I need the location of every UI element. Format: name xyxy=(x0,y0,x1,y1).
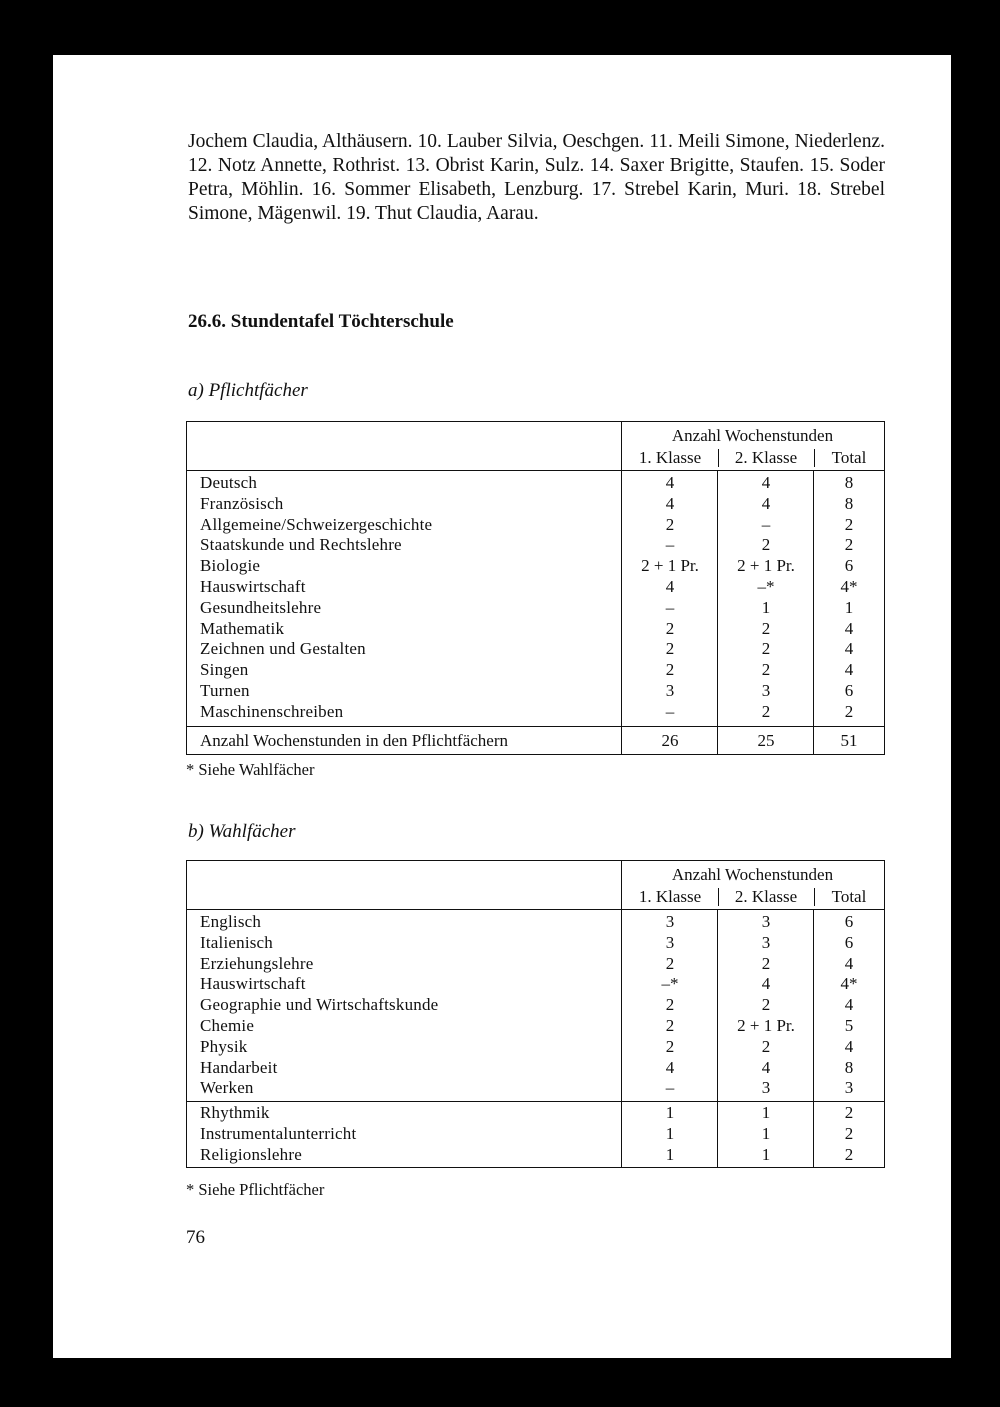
klasse1-cell: 2 xyxy=(665,1015,675,1035)
total-cell: 4 xyxy=(844,953,854,973)
table-row xyxy=(187,954,884,975)
table-row xyxy=(187,1078,884,1099)
klasse2-cell: 1 xyxy=(761,1123,771,1143)
klasse2-cell: 4 xyxy=(761,974,771,994)
klasse2-cell: 2 xyxy=(761,660,771,680)
total-cell: 4* xyxy=(840,974,858,994)
klasse1-cell: 4 xyxy=(665,473,675,492)
sum-label: Anzahl Wochenstunden in den Pflichtfächern xyxy=(200,730,509,750)
klasse1-cell: 2 + 1 Pr. xyxy=(641,556,699,576)
klasse1-cell: 2 xyxy=(665,660,675,680)
klasse2-cell: 3 xyxy=(761,912,771,931)
sum-row xyxy=(187,726,884,754)
klasse2-cell: 2 xyxy=(761,1036,771,1056)
footnote-b: * Siehe Pflichtfächer xyxy=(186,1180,325,1199)
table-wahlfaecher xyxy=(186,860,885,1168)
klasse2-cell: 3 xyxy=(761,1078,771,1098)
klasse1-cell: 2 xyxy=(665,995,675,1015)
table-row xyxy=(187,681,884,702)
table-row xyxy=(187,535,884,556)
sum-total: 51 xyxy=(840,730,858,750)
klasse1-cell: – xyxy=(665,535,675,555)
total-cell: 8 xyxy=(844,493,854,513)
col-header-total: Total xyxy=(831,448,867,467)
table-row xyxy=(187,995,884,1016)
klasse1-cell: 2 xyxy=(665,618,675,638)
klasse2-cell: 4 xyxy=(761,473,771,492)
klasse1-cell: – xyxy=(665,1078,675,1098)
page-number: 76 xyxy=(186,1227,205,1248)
klasse1-cell: 1 xyxy=(665,1103,675,1123)
total-cell: 1 xyxy=(844,597,854,617)
sum-k1: 26 xyxy=(661,730,679,750)
subject-cell: Zeichnen und Gestalten xyxy=(200,639,366,659)
klasse2-cell: –* xyxy=(757,576,775,596)
subject-cell: Englisch xyxy=(200,912,262,931)
subject-cell: Italienisch xyxy=(200,932,274,952)
klasse2-cell: 4 xyxy=(761,493,771,513)
klasse2-cell: 2 xyxy=(761,618,771,638)
total-cell: 8 xyxy=(844,473,854,492)
total-cell: 6 xyxy=(844,680,854,700)
klasse2-cell: 1 xyxy=(761,597,771,617)
sum-k2: 25 xyxy=(757,730,775,750)
subject-cell: Instrumentalunterricht xyxy=(200,1123,357,1143)
klasse1-cell: 2 xyxy=(665,1036,675,1056)
col-header-2: 2. Klasse xyxy=(734,448,798,467)
klasse2-cell: 1 xyxy=(761,1103,771,1123)
subject-cell: Erziehungslehre xyxy=(200,953,314,973)
table-header xyxy=(187,861,884,910)
table-row xyxy=(187,639,884,660)
total-cell: 2 xyxy=(844,1123,854,1143)
subject-cell: Singen xyxy=(200,660,249,680)
group-header: Anzahl Wochenstunden xyxy=(671,865,834,884)
klasse1-cell: 4 xyxy=(665,493,675,513)
subject-cell: Hauswirtschaft xyxy=(200,974,306,994)
subject-cell: Mathematik xyxy=(200,618,285,638)
subject-cell: Physik xyxy=(200,1036,248,1056)
col-header-total: Total xyxy=(831,887,867,906)
subject-cell: Religionslehre xyxy=(200,1144,302,1164)
klasse1-cell: 2 xyxy=(665,953,675,973)
klasse1-cell: 1 xyxy=(665,1144,675,1164)
table-a-subtitle: a) Pflichtfächer xyxy=(188,380,308,401)
klasse1-cell: 4 xyxy=(665,1057,675,1077)
subject-cell: Gesundheitslehre xyxy=(200,597,322,617)
table-row xyxy=(187,515,884,536)
total-cell: 4 xyxy=(844,995,854,1015)
klasse2-cell: 3 xyxy=(761,932,771,952)
total-cell: 4 xyxy=(844,1036,854,1056)
total-cell: 2 xyxy=(844,535,854,555)
total-cell: 8 xyxy=(844,1057,854,1077)
subject-cell: Allgemeine/Schweizergeschichte xyxy=(200,514,433,534)
klasse1-cell: – xyxy=(665,597,675,617)
table-row xyxy=(187,1145,884,1166)
klasse2-cell: 2 xyxy=(761,701,771,721)
table-row xyxy=(187,933,884,954)
subject-cell: Hauswirtschaft xyxy=(200,576,306,596)
footnote-a: * Siehe Wahlfächer xyxy=(186,760,315,779)
group-header: Anzahl Wochenstunden xyxy=(671,426,834,445)
klasse2-cell: 2 + 1 Pr. xyxy=(737,556,795,576)
table-row xyxy=(187,974,884,995)
table-row xyxy=(187,1016,884,1037)
table-row xyxy=(187,1037,884,1058)
total-cell: 4 xyxy=(844,639,854,659)
subject-cell: Geographie und Wirtschaftskunde xyxy=(200,995,439,1015)
total-cell: 2 xyxy=(844,514,854,534)
total-cell: 2 xyxy=(844,1144,854,1164)
klasse1-cell: 1 xyxy=(665,1123,675,1143)
total-cell: 4 xyxy=(844,618,854,638)
subject-cell: Turnen xyxy=(200,680,250,700)
table-row xyxy=(187,619,884,640)
klasse2-cell: 4 xyxy=(761,1057,771,1077)
table-row xyxy=(187,473,884,494)
subject-cell: Handarbeit xyxy=(200,1057,278,1077)
total-cell: 4 xyxy=(844,660,854,680)
total-cell: 4* xyxy=(840,576,858,596)
total-cell: 5 xyxy=(844,1015,854,1035)
page xyxy=(53,55,951,1358)
table-row xyxy=(187,1124,884,1145)
table-body xyxy=(187,471,884,726)
table-row xyxy=(187,598,884,619)
total-cell: 6 xyxy=(844,912,854,931)
subject-cell: Biologie xyxy=(200,556,261,576)
table-body-2 xyxy=(187,1101,884,1166)
subject-cell: Staatskunde und Rechtslehre xyxy=(200,535,402,555)
klasse1-cell: –* xyxy=(661,974,679,994)
table-header xyxy=(187,422,884,471)
table-row xyxy=(187,912,884,933)
table-row xyxy=(187,702,884,723)
klasse1-cell: 3 xyxy=(665,912,675,931)
table-row xyxy=(187,1103,884,1124)
subject-cell: Deutsch xyxy=(200,473,258,492)
subject-cell: Chemie xyxy=(200,1015,255,1035)
subject-cell: Französisch xyxy=(200,493,284,513)
table-row xyxy=(187,556,884,577)
section-title: 26.6. Stundentafel Töchterschule xyxy=(188,311,454,332)
klasse1-cell: 4 xyxy=(665,576,675,596)
table-body xyxy=(187,910,884,1101)
total-cell: 6 xyxy=(844,556,854,576)
table-row xyxy=(187,1058,884,1079)
intro-paragraph: Jochem Claudia, Althäusern. 10. Lauber Silvia, Oeschgen. 11. Meili Simone, Niederlenz. 12. Notz Annette, Rothrist. 13. Obrist Karin, Sulz. 14. Saxer Brigitte, Staufen. 15. Soder Petra, Möhlin. 16. Sommer Elisabeth, Lenzburg. 17. Strebel Karin, Muri. 18. Strebel Simone, Mägenwil. 19. Thut Claudia, Aarau. xyxy=(188,131,885,224)
klasse1-cell: 3 xyxy=(665,680,675,700)
total-cell: 3 xyxy=(844,1078,854,1098)
klasse2-cell: – xyxy=(761,514,771,534)
klasse2-cell: 2 xyxy=(761,535,771,555)
klasse2-cell: 2 xyxy=(761,995,771,1015)
subject-cell: Rhythmik xyxy=(200,1103,270,1123)
klasse1-cell: 2 xyxy=(665,639,675,659)
subject-cell: Maschinenschreiben xyxy=(200,701,344,721)
klasse1-cell: – xyxy=(665,701,675,721)
table-b-subtitle: b) Wahlfächer xyxy=(188,821,296,842)
total-cell: 2 xyxy=(844,1103,854,1123)
subject-cell: Werken xyxy=(200,1078,254,1098)
col-header-1: 1. Klasse xyxy=(638,887,702,906)
total-cell: 6 xyxy=(844,932,854,952)
klasse2-cell: 2 xyxy=(761,639,771,659)
table-row xyxy=(187,660,884,681)
table-row xyxy=(187,494,884,515)
total-cell: 2 xyxy=(844,701,854,721)
klasse2-cell: 2 xyxy=(761,953,771,973)
klasse2-cell: 2 + 1 Pr. xyxy=(737,1015,795,1035)
klasse2-cell: 3 xyxy=(761,680,771,700)
col-header-2: 2. Klasse xyxy=(734,887,798,906)
table-row xyxy=(187,577,884,598)
table-pflichtfaecher xyxy=(186,421,885,755)
klasse1-cell: 3 xyxy=(665,932,675,952)
col-header-1: 1. Klasse xyxy=(638,448,702,467)
klasse1-cell: 2 xyxy=(665,514,675,534)
klasse2-cell: 1 xyxy=(761,1144,771,1164)
